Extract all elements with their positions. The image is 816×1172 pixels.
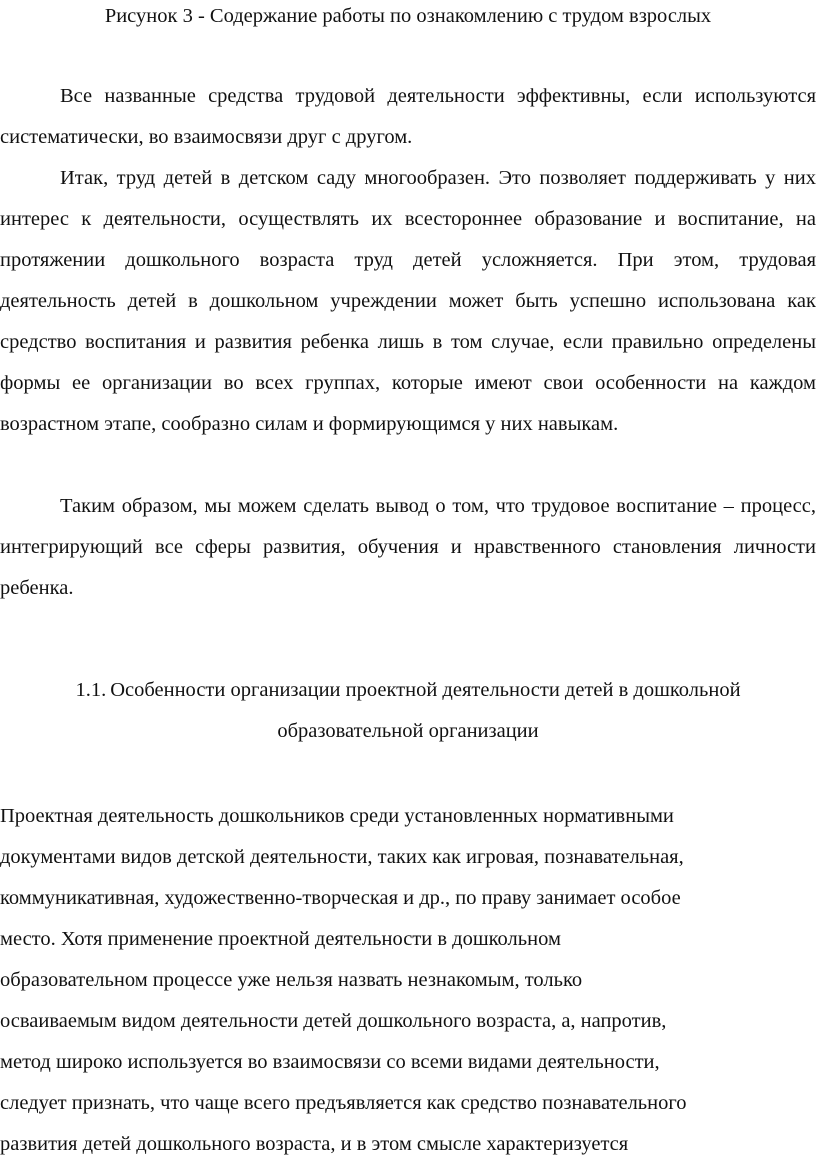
paragraph-4-line: Проектная деятельность дошкольников среди установленных нормативными [0, 805, 674, 827]
paragraph-4-line: метод широко используется во взаимосвязи со всеми видами деятельности, [0, 1051, 660, 1073]
paragraph-4-line: осваиваемым видом деятельности детей дошкольного возраста, а, напротив, [0, 1010, 667, 1032]
paragraph-4-line: коммуникативная, художественно-творческая и др., по праву занимает особое [0, 887, 681, 909]
paragraph-3: Таким образом, мы можем сделать вывод о том, что трудовое воспитание – процесс, интегрирующий все сферы развития, обучения и нравственного становления личности ребенка. [0, 495, 816, 599]
paragraph-4-line: образовательном процессе уже нельзя назвать незнакомым, только [0, 969, 583, 991]
paragraph-2: Итак, труд детей в детском саду многообразен. Это позволяет поддерживать у них интерес к деятельности, осуществлять их всестороннее образование и воспитание, на протяжении дошкольного возраста труд детей усложняется. При этом, трудовая деятельность детей в дошкольном учреждении может быть успешно использована как средство воспитания и развития ребенка лишь в том случае, если правильно определены формы ее организации во всех группах, которые имеют свои особенности на каждом возрастном этапе, сообразно силам и формирующимся у них навыкам. [0, 167, 816, 435]
section-heading-continuation [0, 711, 816, 752]
paragraph-4-line: следует признать, что чаще всего предъявляется как средство познавательного [0, 1092, 687, 1114]
section-title-line-1: Особенности организации проектной деятельности детей в дошкольной [110, 679, 741, 701]
section-title-line-2: образовательной организации [277, 720, 539, 742]
section-number: 1.1. [75, 679, 107, 701]
paragraph-1: Все названные средства трудовой деятельности эффективны, если используются систематически, во взаимосвязи друг с другом. [0, 85, 816, 148]
paragraph-4 [0, 796, 816, 1165]
paragraph-4-line: документами видов детской деятельности, таких как игровая, познавательная, [0, 846, 684, 868]
paragraph-4-line: развития детей дошкольного возраста, и в этом смысле характеризуется [0, 1133, 629, 1155]
paragraph-4-line: место. Хотя применение проектной деятельности в дошкольном [0, 928, 561, 950]
section-heading [0, 670, 816, 711]
figure-caption: Рисунок 3 - Содержание работы по ознакомлению с трудом взрослых [104, 5, 712, 27]
